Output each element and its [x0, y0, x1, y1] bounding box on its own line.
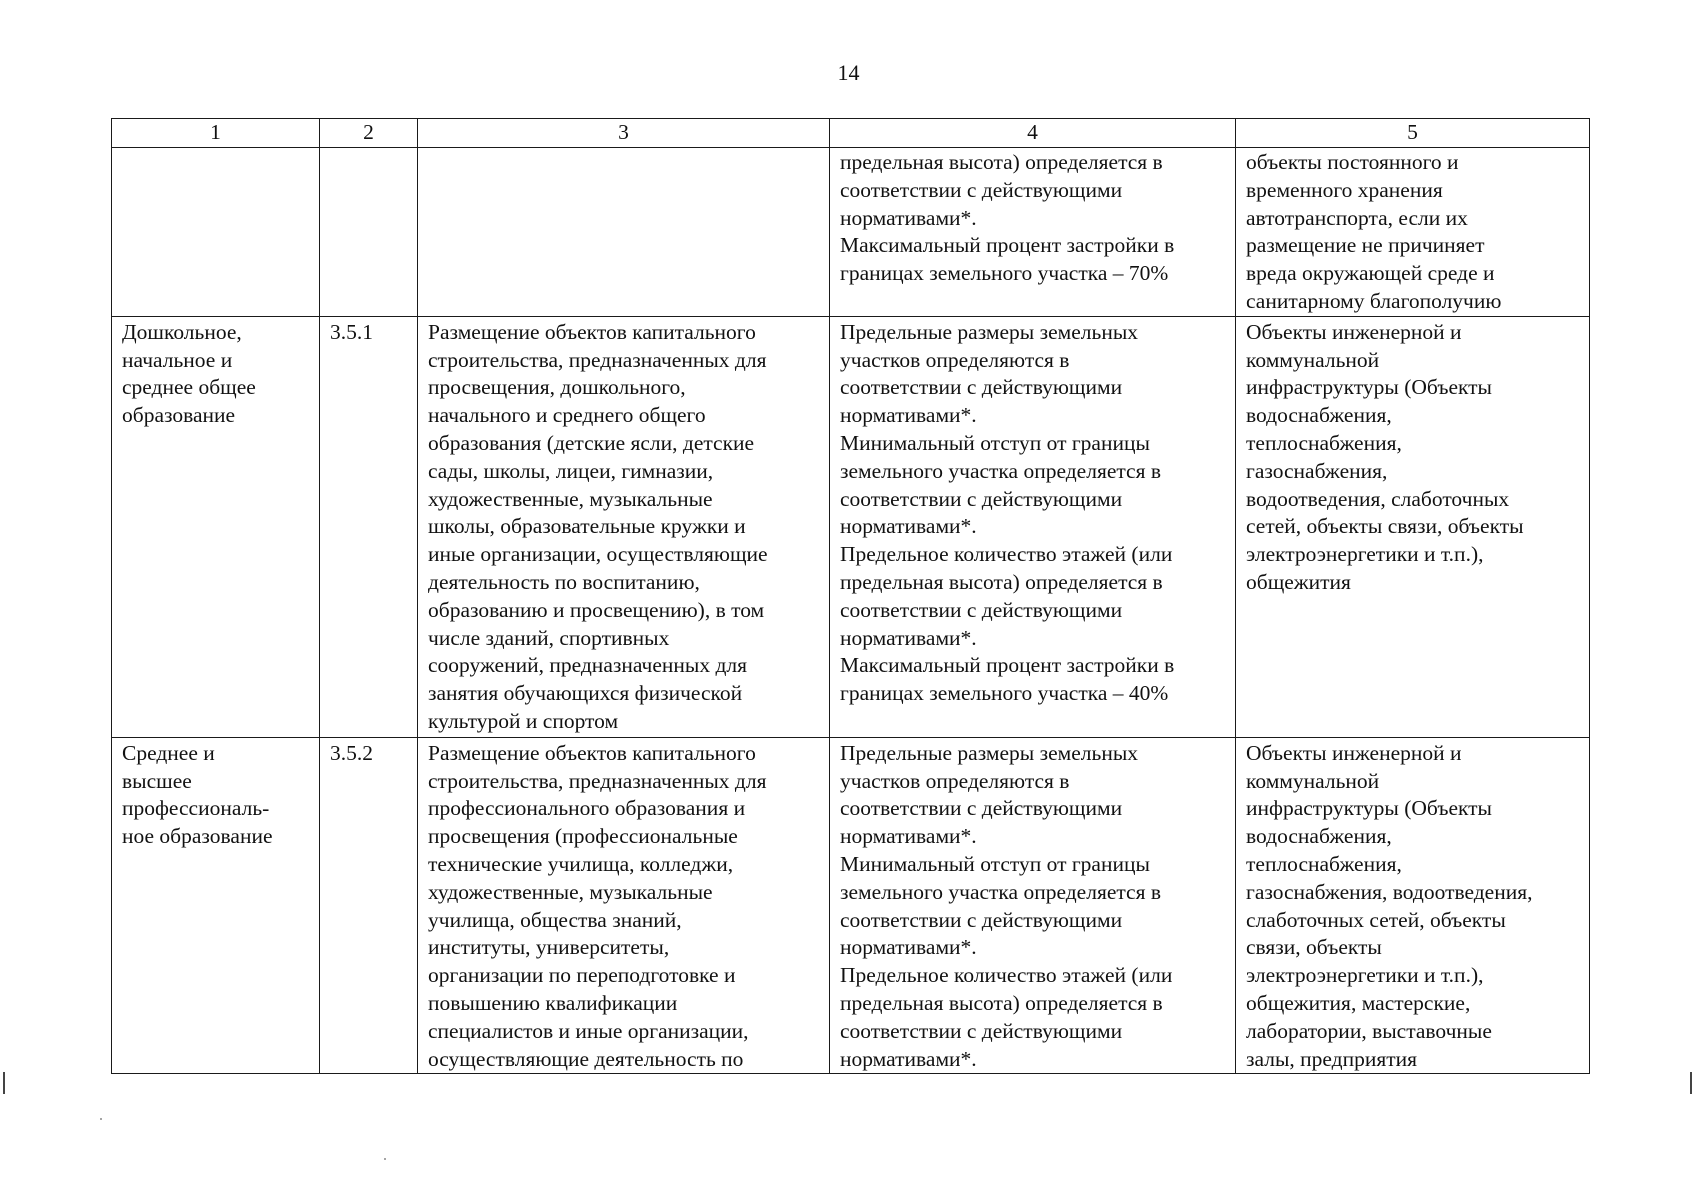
parameters-cell: предельная высота) определяется в соответствии с действующими нормативами*. Максимальный процент застройки в границах земельного участка – 70% [830, 148, 1236, 317]
use-type-name-cell [112, 148, 320, 317]
use-type-description-cell [418, 148, 830, 317]
parameters-cell: Предельные размеры земельных участков определяются в соответствии с действующими нормативами*. Минимальный отступ от границы земельного участка определяется в соответствии с действующими нормативами*. Предельное количество этажей (или предельная высота) определяется в соответствии с действующими нормативами*. Максимальный процент застройки в границах земельного участка – 40% [830, 316, 1236, 737]
header-cell-1: 1 [112, 119, 320, 148]
scan-speck [384, 1158, 386, 1160]
auxiliary-uses-cell: Объекты инженерной и коммунальной инфраструктуры (Объекты водоснабжения, теплоснабжения, газоснабжения, водоотведения, слаботочных сетей, объекты связи, объекты электроэнергетики и т.п.), общежития [1236, 316, 1590, 737]
use-type-code-cell: 3.5.1 [320, 316, 418, 737]
table-row [112, 737, 1590, 1074]
header-cell-5: 5 [1236, 119, 1590, 148]
auxiliary-uses-cell: Объекты инженерной и коммунальной инфраструктуры (Объекты водоснабжения, теплоснабжения, газоснабжения, водоотведения, слаботочных сетей, объекты связи, объекты электроэнергетики и т.п.), общежития, мастерские, лаборатории, выставочные залы, предприятия [1236, 737, 1590, 1074]
scan-speck [100, 1118, 102, 1120]
use-type-code-cell: 3.5.2 [320, 737, 418, 1074]
scan-edge-mark-left [3, 1072, 5, 1094]
header-cell-4: 4 [830, 119, 1236, 148]
scan-edge-mark-right [1690, 1072, 1692, 1094]
header-cell-3: 3 [418, 119, 830, 148]
use-type-description-cell: Размещение объектов капитального строительства, предназначенных для просвещения, дошкольного, начального и среднего общего образования (детские ясли, детские сады, школы, лицеи, гимназии, художественные, музыкальные школы, образовательные кружки и иные организации, осуществляющие деятельность по воспитанию, образованию и просвещению), в том числе зданий, спортивных сооружений, предназначенных для занятия обучающихся физической культурой и спортом [418, 316, 830, 737]
parameters-cell: Предельные размеры земельных участков определяются в соответствии с действующими нормативами*. Минимальный отступ от границы земельного участка определяется в соответствии с действующими нормативами*. Предельное количество этажей (или предельная высота) определяется в соответствии с действующими нормативами*. [830, 737, 1236, 1074]
auxiliary-uses-cell: объекты постоянного и временного хранения автотранспорта, если их размещение не причиняет вреда окружающей среде и санитарному благополучию [1236, 148, 1590, 317]
use-type-name-cell: Дошкольное, начальное и среднее общее образование [112, 316, 320, 737]
table-row [112, 148, 1590, 317]
header-cell-2: 2 [320, 119, 418, 148]
table-row [112, 316, 1590, 737]
use-type-name-cell: Среднее и высшее профессиональ- ное образование [112, 737, 320, 1074]
use-type-description-cell: Размещение объектов капитального строительства, предназначенных для профессионального образования и просвещения (профессиональные технические училища, колледжи, художественные, музыкальные училища, общества знаний, институты, университеты, организации по переподготовке и повышению квалификации специалистов и иные организации, осуществляющие деятельность по [418, 737, 830, 1074]
use-type-code-cell [320, 148, 418, 317]
land-use-table [111, 118, 1590, 1074]
table-header-row [112, 119, 1590, 148]
page-number: 14 [837, 60, 860, 85]
